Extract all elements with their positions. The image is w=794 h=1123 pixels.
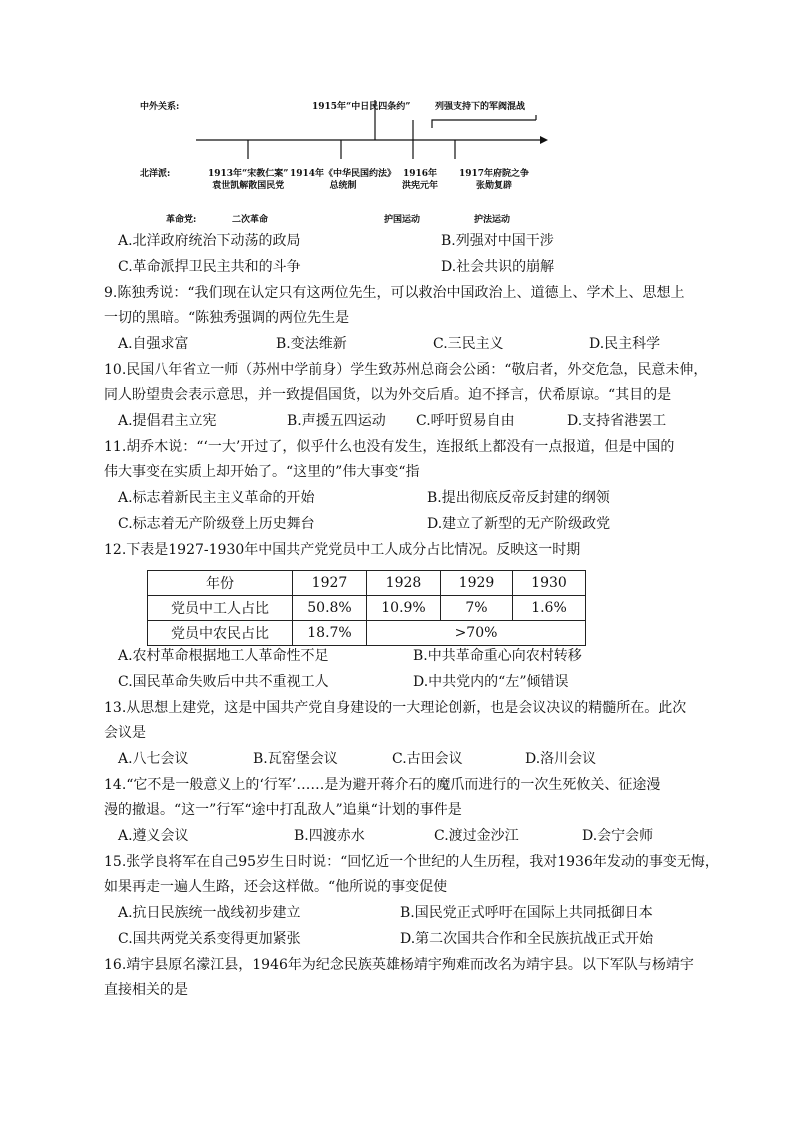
q11-option-b: B.提出彻底反帝反封建的纲领 bbox=[427, 490, 610, 506]
event-1916-line2: 洪宪元年 bbox=[402, 181, 439, 191]
q10-option-d: D.支持省港罢工 bbox=[567, 413, 667, 429]
q8-option-c: C.革命派捍卫民主共和的斗争 bbox=[118, 259, 301, 275]
q10-stem-line1: 10.民国八年省立一师（苏州中学前身）学生致苏州总商会公函：“敬启者，外交危急，民意未伸， bbox=[104, 362, 708, 378]
q9-option-d: D.民主科学 bbox=[589, 336, 661, 352]
treaty-1915-label: 1915年“中日民四条约” bbox=[312, 102, 411, 112]
table-header-cell: 1928 bbox=[367, 571, 441, 596]
q11-stem-line2: 伟大事变在实质上却开始了。“这里的”伟大事变“指 bbox=[104, 464, 420, 480]
table-cell-merged: >70% bbox=[367, 621, 586, 646]
q15-option-c: C.国共两党关系变得更加紧张 bbox=[118, 931, 301, 947]
q16-stem-line2: 直接相关的是 bbox=[104, 982, 188, 998]
table-cell: 10.9% bbox=[367, 596, 441, 621]
q14-option-a: A.遵义会议 bbox=[118, 828, 189, 844]
event-1913-line2: 袁世凯解散国民党 bbox=[212, 181, 285, 191]
q12-option-c: C.国民革命失败后中共不重视工人 bbox=[118, 674, 329, 690]
q13-option-d: D.洛川会议 bbox=[525, 751, 597, 767]
q12-stem-line1: 12.下表是1927-1930年中国共产党党员中工人成分占比情况。反映这一时期 bbox=[104, 542, 581, 558]
q15-stem-line1: 15.张学良将军在自己95岁生日时说：“回忆近一个世纪的人生历程，我对1936年发动的事变无悔， bbox=[104, 854, 719, 870]
q9-stem-line2: 一切的黑暗。“陈独秀强调的两位先生是 bbox=[104, 310, 350, 326]
table-header-cell: 1929 bbox=[441, 571, 513, 596]
q14-stem-line1: 14.“它不是一般意义上的‘行军’……是为避开蒋介石的魔爪而进行的一次生死攸关、征途漫 bbox=[104, 777, 661, 793]
party-membership-table bbox=[147, 570, 586, 646]
q10-option-a: A.提倡君主立宪 bbox=[118, 413, 217, 429]
q8-option-a: A.北洋政府统治下动荡的政局 bbox=[118, 233, 301, 249]
table-cell: 18.7% bbox=[293, 621, 367, 646]
q12-option-d: D.中共党内的“左”倾错误 bbox=[413, 674, 569, 690]
event-1917-line1: 1917年府院之争 bbox=[459, 169, 530, 179]
timeline-lines bbox=[0, 0, 794, 240]
event-1914 bbox=[290, 168, 396, 192]
table-header-cell: 1930 bbox=[513, 571, 586, 596]
q15-option-a: A.抗日民族统一战线初步建立 bbox=[118, 905, 301, 921]
q11-stem-line1: 11.胡乔木说：“‘一大’开过了，似乎什么也没有发生，连报纸上都没有一点报道，但是中国的 bbox=[104, 439, 675, 455]
q16-stem-line1: 16.靖宇县原名濛江县，1946年为纪念民族英雄杨靖宇殉难而改名为靖宇县。以下军队与杨靖宇 bbox=[104, 957, 694, 973]
event-1917-line2: 张勋复辟 bbox=[476, 181, 513, 191]
q9-stem-line1: 9.陈独秀说：“我们现在认定只有这两位先生，可以救治中国政治上、道德上、学术上、思想上 bbox=[104, 285, 685, 301]
event-1913-line1: 1913年“宋教仁案” bbox=[208, 169, 289, 179]
q10-stem-line2: 同人盼望贵会表示意思，并一致提倡国货，以为外交后盾。迫不择言，伏希原谅。“其目的是 bbox=[104, 387, 672, 403]
event-1914-line2: 总统制 bbox=[329, 181, 357, 191]
table-header-row bbox=[148, 571, 586, 596]
q11-option-a: A.标志着新民主主义革命的开始 bbox=[118, 490, 315, 506]
table-cell: 7% bbox=[441, 596, 513, 621]
table-cell: 1.6% bbox=[513, 596, 586, 621]
q13-option-b: B.瓦窑堡会议 bbox=[253, 751, 338, 767]
q14-option-c: C.渡过金沙江 bbox=[434, 828, 519, 844]
q11-option-c: C.标志着无产阶级登上历史舞台 bbox=[118, 516, 315, 532]
table-cell: 50.8% bbox=[293, 596, 367, 621]
event-1916 bbox=[402, 168, 438, 192]
event-1913 bbox=[208, 168, 288, 192]
q10-option-c: C.呼吁贸易自由 bbox=[416, 413, 515, 429]
table-row bbox=[148, 621, 586, 646]
national-protection-label: 护国运动 bbox=[384, 215, 421, 225]
peasant-share-label: 党员中农民占比 bbox=[148, 621, 293, 646]
table-header-cell: 年份 bbox=[148, 571, 293, 596]
q14-option-b: B.四渡赤水 bbox=[294, 828, 365, 844]
q14-stem-line2: 漫的撤退。“这一”行军“途中打乱敌人”追巢“计划的事件是 bbox=[104, 802, 462, 818]
table-header-cell: 1927 bbox=[293, 571, 367, 596]
q9-option-c: C.三民主义 bbox=[433, 336, 504, 352]
q13-option-c: C.古田会议 bbox=[392, 751, 463, 767]
q9-option-a: A.自强求富 bbox=[118, 336, 189, 352]
q8-option-b: B.列强对中国干涉 bbox=[441, 233, 554, 249]
table-row bbox=[148, 596, 586, 621]
q8-option-d: D.社会共识的崩解 bbox=[441, 259, 555, 275]
q15-stem-line2: 如果再走一遍人生路，还会这样做。“他所说的事变促使 bbox=[104, 879, 448, 895]
event-1914-line1: 1914年《中华民国约法》 bbox=[290, 169, 397, 179]
constitution-protection-label: 护法运动 bbox=[474, 215, 511, 225]
event-1917 bbox=[459, 168, 529, 192]
revolution-label: 革命党: bbox=[166, 215, 197, 225]
q12-option-b: B.中共革命重心向农村转移 bbox=[413, 648, 582, 664]
q13-stem-line2: 会议是 bbox=[104, 725, 146, 741]
q12-option-a: A.农村革命根据地工人革命性不足 bbox=[118, 648, 329, 664]
warlord-bracket-label: 列强支持下的军阀混战 bbox=[435, 102, 526, 112]
worker-share-label: 党员中工人占比 bbox=[148, 596, 293, 621]
q15-option-d: D.第二次国共合作和全民族抗战正式开始 bbox=[400, 931, 654, 947]
second-revolution-label: 二次革命 bbox=[232, 215, 269, 225]
q9-option-b: B.变法维新 bbox=[276, 336, 347, 352]
q10-option-b: B.声援五四运动 bbox=[287, 413, 386, 429]
q13-stem-line1: 13.从思想上建党，这是中国共产党自身建设的一大理论创新，也是会议决议的精髓所在。此次 bbox=[104, 700, 687, 716]
q11-option-d: D.建立了新型的无产阶级政党 bbox=[427, 516, 611, 532]
q13-option-a: A.八七会议 bbox=[118, 751, 189, 767]
event-1916-line1: 1916年 bbox=[402, 169, 438, 179]
foreign-relations-label: 中外关系: bbox=[140, 102, 180, 112]
q14-option-d: D.会宁会师 bbox=[582, 828, 654, 844]
beiyang-label: 北洋派: bbox=[140, 169, 171, 179]
q15-option-b: B.国民党正式呼吁在国际上共同抵御日本 bbox=[400, 905, 653, 921]
